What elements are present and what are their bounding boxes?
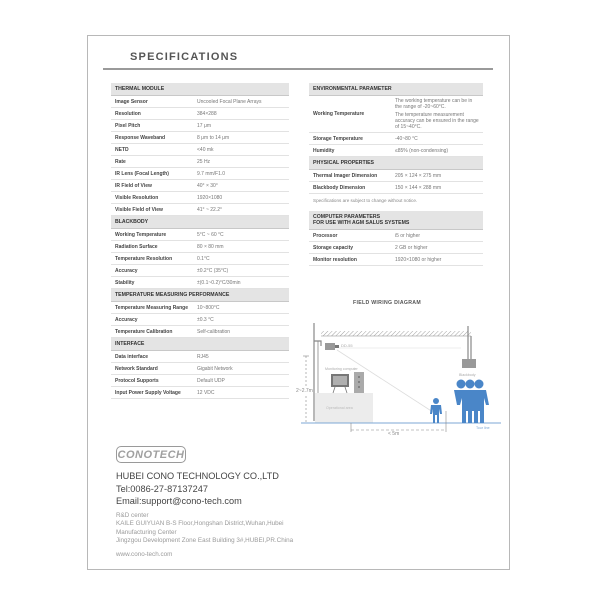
company-contact [116,470,279,508]
company-tel: Tel:0086-27-87137247 [116,483,208,494]
spec-key: Visible Field of View [115,206,163,213]
spec-row [111,96,289,108]
people-label: Tour line [476,426,490,430]
spec-row [111,144,289,156]
spec-row [111,302,289,314]
spec-key: Protocol Supports [115,377,159,384]
section-header-computer [309,211,483,230]
spec-value: 8 μm to 14 μm [197,134,230,141]
spec-value: 1920×1080 [197,194,223,201]
spec-key: Resolution [115,110,141,117]
spec-row [309,170,483,182]
spec-row [111,253,289,265]
spec-row [309,96,483,133]
diagram-title: FIELD WIRING DIAGRAM [353,300,421,306]
spec-value: Default UDP [197,377,225,384]
spec-value: 1920×1080 or higher [395,256,442,263]
blackbody-icon [462,359,476,368]
spec-key: Temperature Resolution [115,255,173,262]
spec-row [111,204,289,216]
address-block [116,512,293,544]
spec-value: 12 VDC [197,389,215,396]
spec-key: Storage capacity [313,244,354,251]
spec-value: 384×288 [197,110,217,117]
spec-value: 41° ~ 22.2° [197,206,222,213]
spec-key: Accuracy [115,316,138,323]
spec-row [111,132,289,144]
computer-label: Monitoring computer [325,367,358,371]
environmental-rows [309,133,483,157]
spec-value: 40° × 30° [197,182,218,189]
section-header: BLACKBODY [111,216,289,229]
spec-value: 0.1°C [197,255,210,262]
section-header: TEMPERATURE MEASURING PERFORMANCE [111,289,289,302]
spec-key: Input Power Supply Voltage [115,389,181,396]
spec-value: <40 mk [197,146,214,153]
section-header-environmental: ENVIRONMENTAL PARAMETER [309,83,483,96]
spec-key: Working Temperature [115,231,167,238]
spec-key: IR Lens (Focal Length) [115,170,169,177]
section-header: INTERFACE [111,338,289,351]
disclaimer-note: Specifications are subject to change without notice. [313,198,418,203]
spec-row [111,351,289,363]
ceiling [321,331,471,336]
working-temp-note-2: The temperature measurement accuracy can be ensured in the range of 15~40°C. [395,112,479,130]
spec-sheet-page [87,35,510,570]
website-link[interactable]: www.cono-tech.com [116,551,173,558]
spec-key: Monitor resolution [313,256,357,263]
spec-key: Rate [115,158,126,165]
spec-key: Data interface [115,353,149,360]
spec-value: 205 × 124 × 275 mm [395,172,442,179]
spec-row [309,145,483,157]
spec-key: Storage Temperature [313,135,363,142]
mfg-address: Jingzgou Development Zone East Building 3#,HUBEI,PR.China [116,536,294,544]
mfg-label: Manufacturing Center [116,529,177,537]
spec-row [111,156,289,168]
spec-value: 9.7 mm/F1.0 [197,170,226,177]
spec-value: 17 μm [197,122,211,129]
spec-value: ±(0.1~0.2)°C/30min [197,279,241,286]
spec-value: 25 Hz [197,158,211,165]
spec-key: Radiation Surface [115,243,158,250]
field-wiring-diagram [301,311,501,441]
spec-row [111,314,289,326]
group-of-people-icon [454,380,489,424]
spec-row [111,168,289,180]
camera-label: DD-55 [341,343,353,348]
spec-key: Humidity [313,147,335,154]
title-divider [103,68,493,70]
camera-icon [325,343,335,350]
spec-row [111,192,289,204]
spec-value: i5 or higher [395,232,421,239]
spec-row [111,277,289,289]
company-email[interactable]: Email:support@cono-tech.com [116,496,242,506]
spec-key: Visible Resolution [115,194,159,201]
spec-key: Processor [313,232,338,239]
spec-row [309,182,483,194]
spec-value: Self-calibration [197,328,231,335]
person-icon [430,398,442,423]
spec-value: Gigabit Network [197,365,233,372]
spec-row [111,375,289,387]
spec-value: 10~800°C [197,304,220,311]
spec-key: Thermal Imager Dimension [313,172,378,179]
spec-value: ±0.2°C (35°C) [197,267,229,274]
spec-key: Working Temperature [313,111,365,117]
spec-key: Pixel Pitch [115,122,141,129]
spec-row [111,326,289,338]
right-spec-column [309,83,483,266]
spec-row [309,254,483,266]
spec-key: Stability [115,279,135,286]
spec-row [309,242,483,254]
spec-key: Network Standard [115,365,158,372]
spec-value: RJ45 [197,353,209,360]
spec-key: Temperature Measuring Range [115,304,188,311]
spec-row [309,230,483,242]
spec-value: ≤85% (non-condensing) [395,147,449,154]
spec-row [309,133,483,145]
page-title: SPECIFICATIONS [130,51,239,63]
rd-label: R&D center [116,512,149,519]
spec-row [111,265,289,277]
spec-row [111,241,289,253]
spec-value: ±0.3 °C [197,316,214,323]
desk-label: Operational area [326,406,353,410]
spec-value: 2 GB or higher [395,244,428,251]
spec-key: Accuracy [115,267,138,274]
spec-key: Blackbody Dimension [313,184,366,191]
spec-row [111,229,289,241]
spec-row [111,363,289,375]
spec-value: -40~80 °C [395,135,418,142]
section-header: THERMAL MODULE [111,83,289,96]
spec-value: Uncooled Focal Plane Arrays [197,98,262,105]
spec-key: Response Waveband [115,134,166,141]
spec-key: Temperature Calibration [115,328,173,335]
rd-address: KAILE GUIYUAN B-S Floor,Hongshan District,Wuhan,Hubei [116,519,284,527]
spec-key: NETD [115,146,129,153]
spec-row [111,180,289,192]
spec-row [111,120,289,132]
spec-row [111,387,289,399]
spec-value: 5°C ~ 60 °C [197,231,224,238]
spec-key: Image Sensor [115,98,148,105]
company-name: HUBEI CONO TECHNOLOGY CO.,LTD [116,471,279,481]
left-spec-column [111,83,289,399]
spec-value [395,98,479,130]
working-temp-note-1: The working temperature can be in the range of -20~60°C. [395,98,473,110]
conotech-logo: CONOTECH [116,446,186,463]
computer-section-line2: FOR USE WITH AGM SALUS SYSTEMS [313,220,410,226]
distance-label: < 5m [388,431,400,437]
blackbody-label: Blackbody [459,373,476,377]
spec-value: 150 × 144 × 288 mm [395,184,442,191]
spec-row [111,108,289,120]
physical-rows [309,170,483,194]
computer-section-line1: COMPUTER PARAMETERS [313,214,381,220]
section-header-physical: PHYSICAL PROPERTIES [309,157,483,170]
computer-rows [309,230,483,266]
spec-key: IR Field of View [115,182,152,189]
height-label: 2~2.7m [296,388,313,394]
spec-value: 80 × 80 mm [197,243,224,250]
